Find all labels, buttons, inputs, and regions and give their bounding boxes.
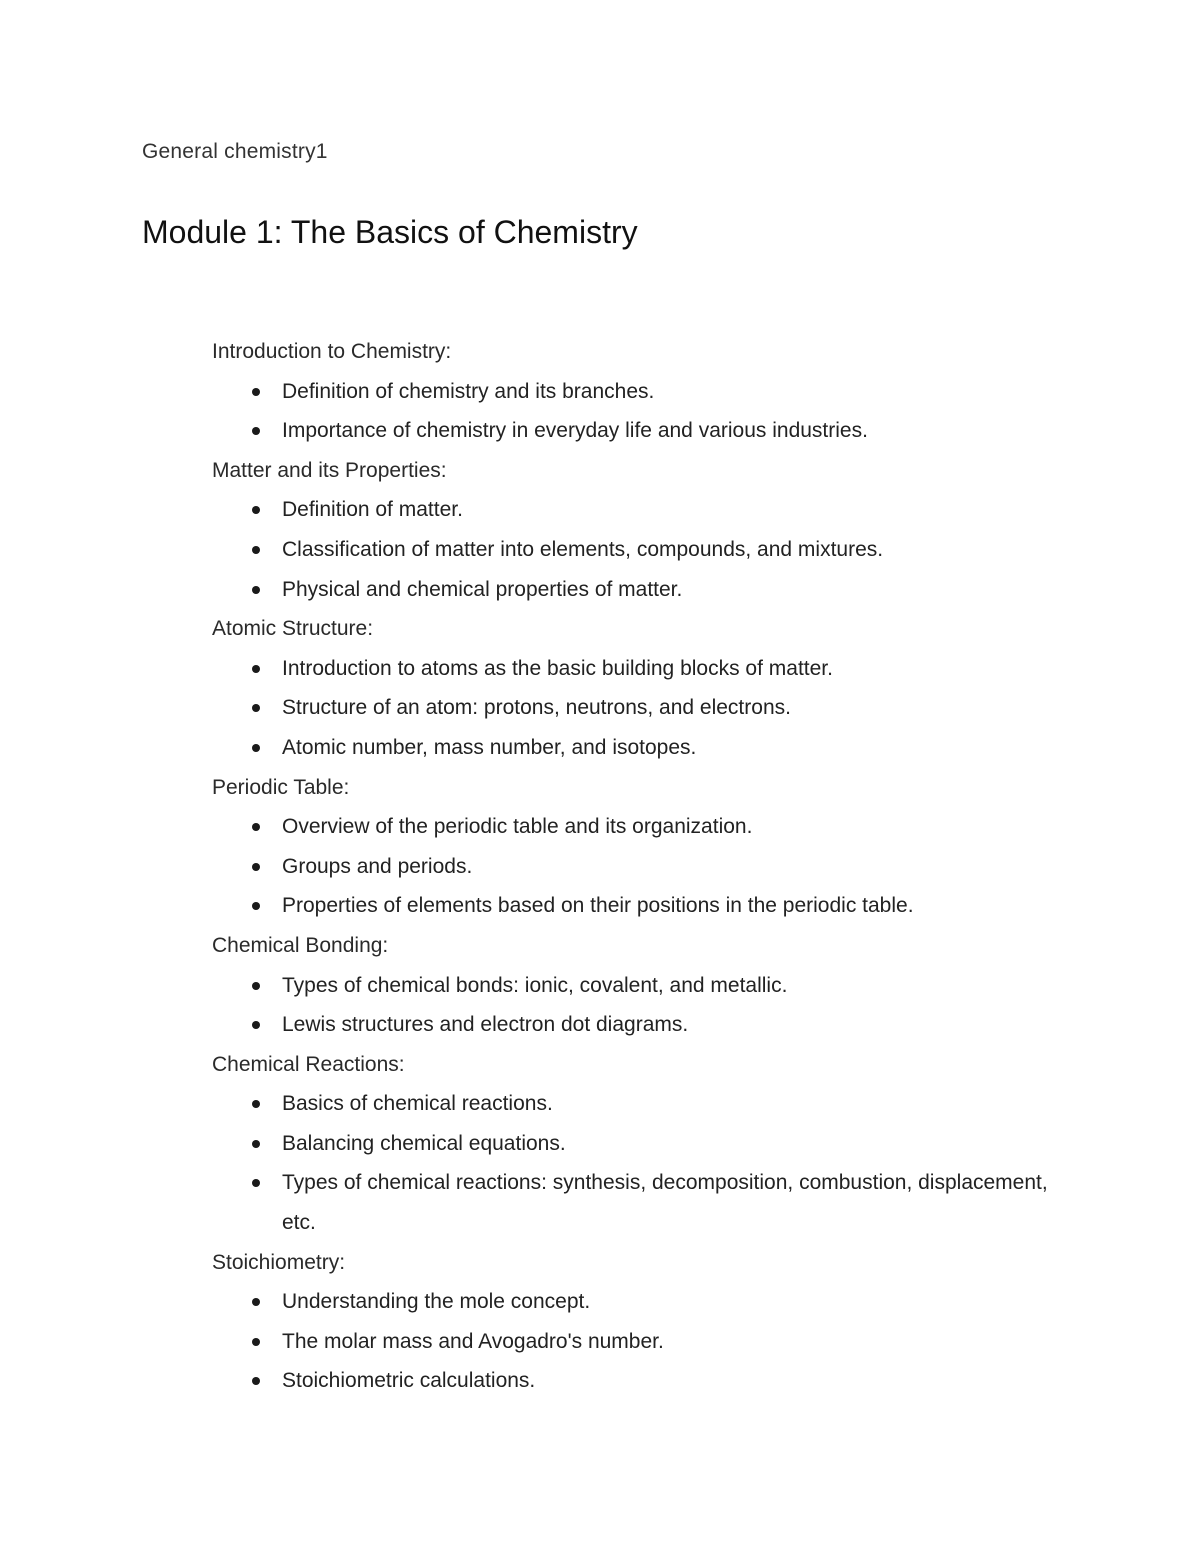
section-heading: Chemical Bonding:	[212, 933, 389, 957]
bullet-icon	[252, 1338, 260, 1346]
bullet-icon	[252, 427, 260, 435]
bullet-list	[212, 490, 1072, 609]
bullet-icon	[252, 1179, 260, 1187]
list-item-text: Structure of an atom: protons, neutrons, and electrons.	[282, 696, 791, 720]
section-heading: Periodic Table:	[212, 775, 350, 799]
bullet-list	[212, 1084, 1072, 1242]
bullet-icon	[252, 1377, 260, 1385]
section-heading: Stoichiometry:	[212, 1250, 346, 1274]
list-item-text: Atomic number, mass number, and isotopes.	[282, 735, 697, 759]
bullet-list	[212, 807, 1072, 926]
list-item-text: Basics of chemical reactions.	[282, 1092, 553, 1116]
bullet-list	[212, 1282, 1072, 1401]
bullet-icon	[252, 1140, 260, 1148]
bullet-icon	[252, 388, 260, 396]
bullet-icon	[252, 863, 260, 871]
list-item-text: Classification of matter into elements, compounds, and mixtures.	[282, 537, 884, 561]
bullet-icon	[252, 902, 260, 910]
list-item	[212, 1124, 1072, 1164]
list-item-text: Lewis structures and electron dot diagrams.	[282, 1013, 689, 1037]
list-item	[212, 728, 1072, 768]
list-item-text: Overview of the periodic table and its organization.	[282, 815, 753, 839]
topic-outline	[212, 332, 1072, 1401]
section-heading: Introduction to Chemistry:	[212, 340, 452, 363]
list-item	[212, 490, 1072, 530]
bullet-icon	[252, 823, 260, 831]
list-item	[212, 530, 1072, 570]
section-introduction	[212, 332, 1072, 451]
document-header: General chemistry1	[142, 140, 328, 163]
list-item-text: Groups and periods.	[282, 854, 473, 878]
section-heading: Atomic Structure:	[212, 617, 374, 641]
list-item	[212, 1084, 1072, 1124]
list-item	[212, 807, 1072, 847]
section-atomic-structure	[212, 609, 1072, 767]
list-item	[212, 411, 1072, 451]
bullet-list	[212, 966, 1072, 1045]
list-item-text: Balancing chemical equations.	[282, 1131, 566, 1155]
list-item-text: Definition of chemistry and its branches.	[282, 379, 655, 403]
list-item	[212, 688, 1072, 728]
bullet-icon	[252, 744, 260, 752]
bullet-icon	[252, 1298, 260, 1306]
list-item-text: Stoichiometric calculations.	[282, 1369, 536, 1393]
list-item	[212, 1282, 1072, 1322]
list-item-text: Types of chemical reactions: synthesis, decomposition, combustion, displacement, etc.	[282, 1171, 1048, 1235]
list-item	[212, 1361, 1072, 1401]
list-item-text: Physical and chemical properties of matter.	[282, 577, 683, 601]
list-item-text: Definition of matter.	[282, 498, 463, 522]
bullet-icon	[252, 1021, 260, 1029]
bullet-icon	[252, 1100, 260, 1108]
list-item	[212, 847, 1072, 887]
list-item-text: Understanding the mole concept.	[282, 1290, 591, 1314]
list-item	[212, 649, 1072, 689]
bullet-list	[212, 649, 1072, 768]
list-item	[212, 1163, 1072, 1242]
list-item	[212, 570, 1072, 610]
list-item	[212, 886, 1072, 926]
section-heading: Chemical Reactions:	[212, 1052, 405, 1076]
section-stoichiometry	[212, 1243, 1072, 1401]
module-title: Module 1: The Basics of Chemistry	[142, 214, 638, 250]
list-item	[212, 372, 1072, 412]
list-item-text: Properties of elements based on their positions in the periodic table.	[282, 894, 914, 918]
list-item-text: Introduction to atoms as the basic building blocks of matter.	[282, 656, 833, 680]
list-item	[212, 1322, 1072, 1362]
list-item-text: Types of chemical bonds: ionic, covalent, and metallic.	[282, 973, 788, 997]
bullet-icon	[252, 982, 260, 990]
section-periodic-table	[212, 768, 1072, 926]
section-chemical-reactions	[212, 1045, 1072, 1243]
list-item	[212, 966, 1072, 1006]
bullet-icon	[252, 704, 260, 712]
bullet-icon	[252, 546, 260, 554]
section-chemical-bonding	[212, 926, 1072, 1045]
bullet-list	[212, 372, 1072, 451]
bullet-icon	[252, 506, 260, 514]
list-item-text: The molar mass and Avogadro's number.	[282, 1329, 664, 1353]
section-heading: Matter and its Properties:	[212, 458, 447, 482]
bullet-icon	[252, 665, 260, 673]
bullet-icon	[252, 586, 260, 594]
list-item	[212, 1005, 1072, 1045]
section-matter	[212, 451, 1072, 609]
list-item-text: Importance of chemistry in everyday life and various industries.	[282, 419, 868, 443]
